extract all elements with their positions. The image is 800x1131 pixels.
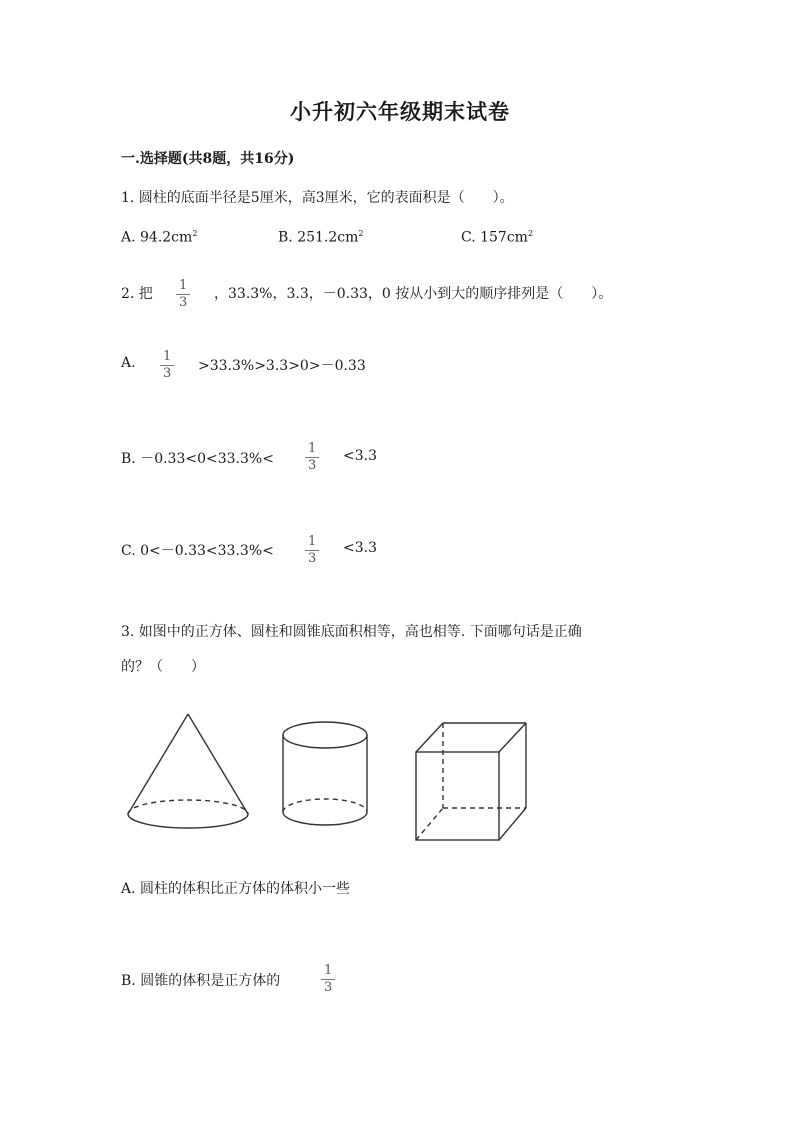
cylinder-shape	[283, 722, 367, 825]
question-3-stem-line-1: 3. 如图中的正方体、圆柱和圆锥底面积相等，高也相等. 下面哪句话是正确	[121, 624, 582, 640]
fraction-one-third: $\frac{1}{3}$	[305, 535, 319, 565]
question-3-stem-line-2: 的？（ ）	[121, 659, 205, 675]
cube-shape	[416, 723, 526, 840]
question-2-option-b-text: B. －0.33<0<33.3%<	[121, 451, 274, 467]
fraction-numerator: 1	[176, 279, 190, 295]
cone-shape	[128, 714, 248, 828]
question-3-option-a: A. 圆柱的体积比正方体的体积小一些	[121, 881, 351, 897]
question-2-stem-start: 2. 把	[121, 286, 153, 302]
question-2-option-c-text: C. 0<－0.33<33.3%<	[121, 543, 274, 559]
question-1-stem: 1. 圆柱的底面半径是5厘米，高3厘米，它的表面积是（ ）。	[121, 190, 514, 206]
question-1-option-a: A. $94.2cm^2$	[121, 229, 198, 246]
section-heading: 一.选择题(共8题，共16分)	[121, 151, 295, 167]
fraction-one-third	[176, 279, 190, 309]
question-1-option-c: C. $157cm^2$	[461, 229, 534, 246]
question-3-option-b: B. 圆锥的体积是正方体的	[121, 973, 281, 989]
question-2-option-a-text: >33.3%>3.3>0>－0.33	[198, 358, 366, 374]
fraction-one-third: $\frac{1}{3}$	[160, 350, 174, 380]
question-2-stem-end: ，33.3%，3.3，－0.33，0 按从小到大的顺序排列是（ ）。	[214, 286, 613, 302]
solids-figure	[120, 705, 540, 845]
question-2-option-c-tail: <3.3	[343, 540, 377, 556]
question-2-option-b-tail: <3.3	[343, 448, 377, 464]
exam-title: 小升初六年级期末试卷	[290, 99, 510, 124]
fraction-one-third: $\frac{1}{3}$	[321, 964, 335, 994]
fraction-one-third: $\frac{1}{3}$	[305, 442, 319, 472]
question-1-option-b: B. $251.2cm^2$	[278, 229, 364, 246]
question-2-option-a-label: A.	[121, 355, 136, 371]
fraction-denominator: 3	[179, 294, 188, 310]
